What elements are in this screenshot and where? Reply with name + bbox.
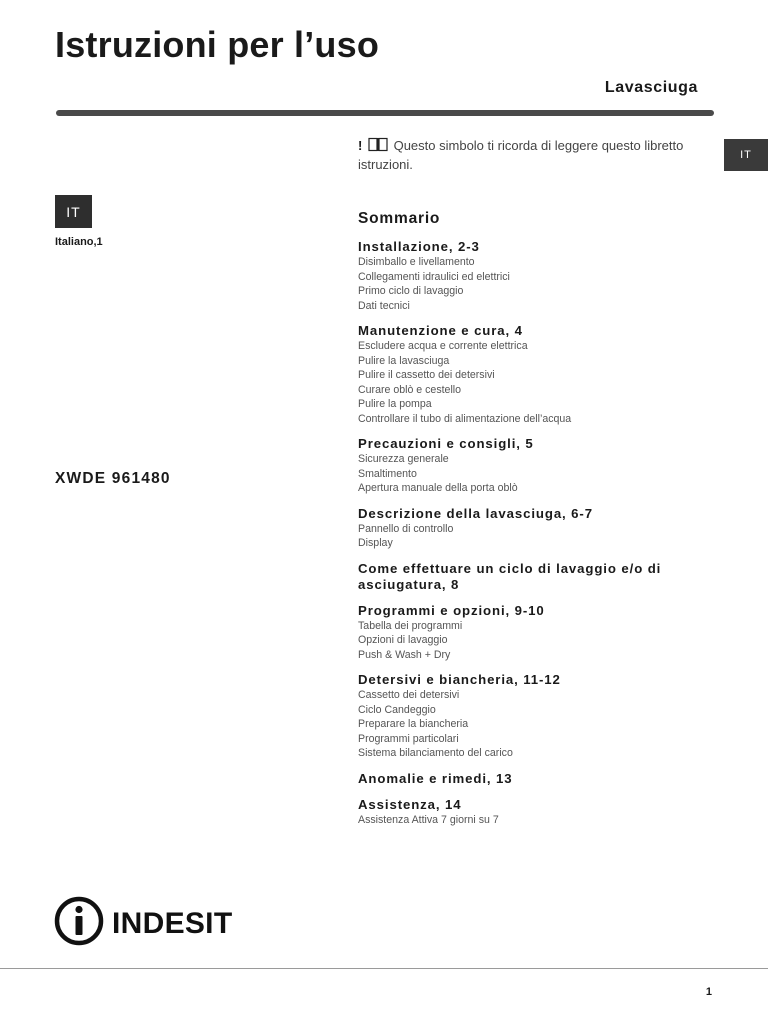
toc-section [358, 239, 708, 313]
toc-section-item: Curare oblò e cestello [358, 383, 462, 396]
toc-section-item: Preparare la biancheria [358, 718, 469, 730]
notice-exclamation: ! [358, 138, 363, 153]
page-title: Istruzioni per l’uso [55, 24, 380, 65]
toc-section-item: Collegamenti idraulici ed elettrici [358, 270, 510, 283]
table-of-contents [358, 210, 708, 837]
language-badge: IT [55, 195, 92, 228]
toc-section [358, 561, 708, 593]
toc-section-heading: Anomalie e rimedi, 13 [358, 770, 513, 786]
toc-section-item: Tabella dei programmi [358, 619, 463, 632]
toc-section-item: Push & Wash + Dry [358, 648, 451, 661]
language-tab: IT [724, 139, 768, 171]
toc-section-item: Display [358, 537, 393, 549]
document-subtitle: Lavasciuga [604, 79, 698, 96]
toc-section-item: Pulire il cassetto dei detersivi [358, 369, 495, 381]
toc-section-item: Apertura manuale della porta oblò [358, 482, 518, 494]
brand-logo [54, 896, 232, 951]
toc-section [358, 771, 708, 787]
toc-section [358, 323, 708, 426]
toc-section-item: Smaltimento [358, 467, 417, 480]
toc-section-item: Pulire la lavasciuga [358, 354, 450, 367]
toc-section-item: Opzioni di lavaggio [358, 634, 448, 646]
model-number: XWDE 961480 [55, 470, 171, 487]
brand-name: INDESIT [112, 906, 233, 940]
toc-section-heading: Come effettuare un ciclo di lavaggio e/o di asciugatura, 8 [358, 560, 662, 592]
language-reference: Italiano,1 [55, 236, 103, 248]
footer-divider [0, 968, 768, 969]
notice-text: Questo simbolo ti ricorda di leggere questo libretto istruzioni. [358, 138, 684, 172]
toc-section [358, 797, 708, 828]
toc-section-heading: Programmi e opzioni, 9-10 [358, 602, 545, 618]
toc-sections [358, 239, 708, 827]
toc-section-item: Pannello di controllo [358, 522, 454, 535]
toc-section-heading: Precauzioni e consigli, 5 [358, 436, 534, 451]
toc-section-heading: Installazione, 2-3 [358, 239, 480, 254]
toc-section-heading: Descrizione della lavasciuga, 6-7 [358, 505, 593, 521]
toc-section-heading: Manutenzione e cura, 4 [358, 323, 523, 338]
toc-section-item: Controllare il tubo di alimentazione dell’acqua [358, 412, 572, 425]
toc-section [358, 506, 708, 551]
toc-section-item: Programmi particolari [358, 732, 459, 745]
toc-section-item: Escludere acqua e corrente elettrica [358, 340, 528, 352]
toc-section-heading: Assistenza, 14 [358, 796, 462, 812]
toc-section-item: Primo ciclo di lavaggio [358, 285, 464, 297]
indesit-logo-icon [54, 896, 104, 951]
book-icon [368, 137, 388, 156]
manual-notice [358, 137, 720, 173]
toc-section-item: Sicurezza generale [358, 453, 449, 465]
toc-section-item: Sistema bilanciamento del carico [358, 747, 513, 759]
toc-section [358, 603, 708, 663]
toc-title: Sommario [358, 210, 441, 227]
toc-section-item: Dati tecnici [358, 299, 410, 312]
toc-section-item: Assistenza Attiva 7 giorni su 7 [358, 813, 499, 826]
toc-section [358, 672, 708, 761]
toc-section-item: Cassetto dei detersivi [358, 689, 460, 701]
toc-section [358, 436, 708, 496]
page-number: 1 [705, 986, 712, 998]
toc-section-item: Ciclo Candeggio [358, 703, 436, 716]
header-divider [56, 110, 714, 116]
toc-section-item: Disimballo e livellamento [358, 256, 475, 268]
toc-section-heading: Detersivi e biancheria, 11-12 [358, 672, 561, 687]
toc-section-item: Pulire la pompa [358, 398, 432, 410]
